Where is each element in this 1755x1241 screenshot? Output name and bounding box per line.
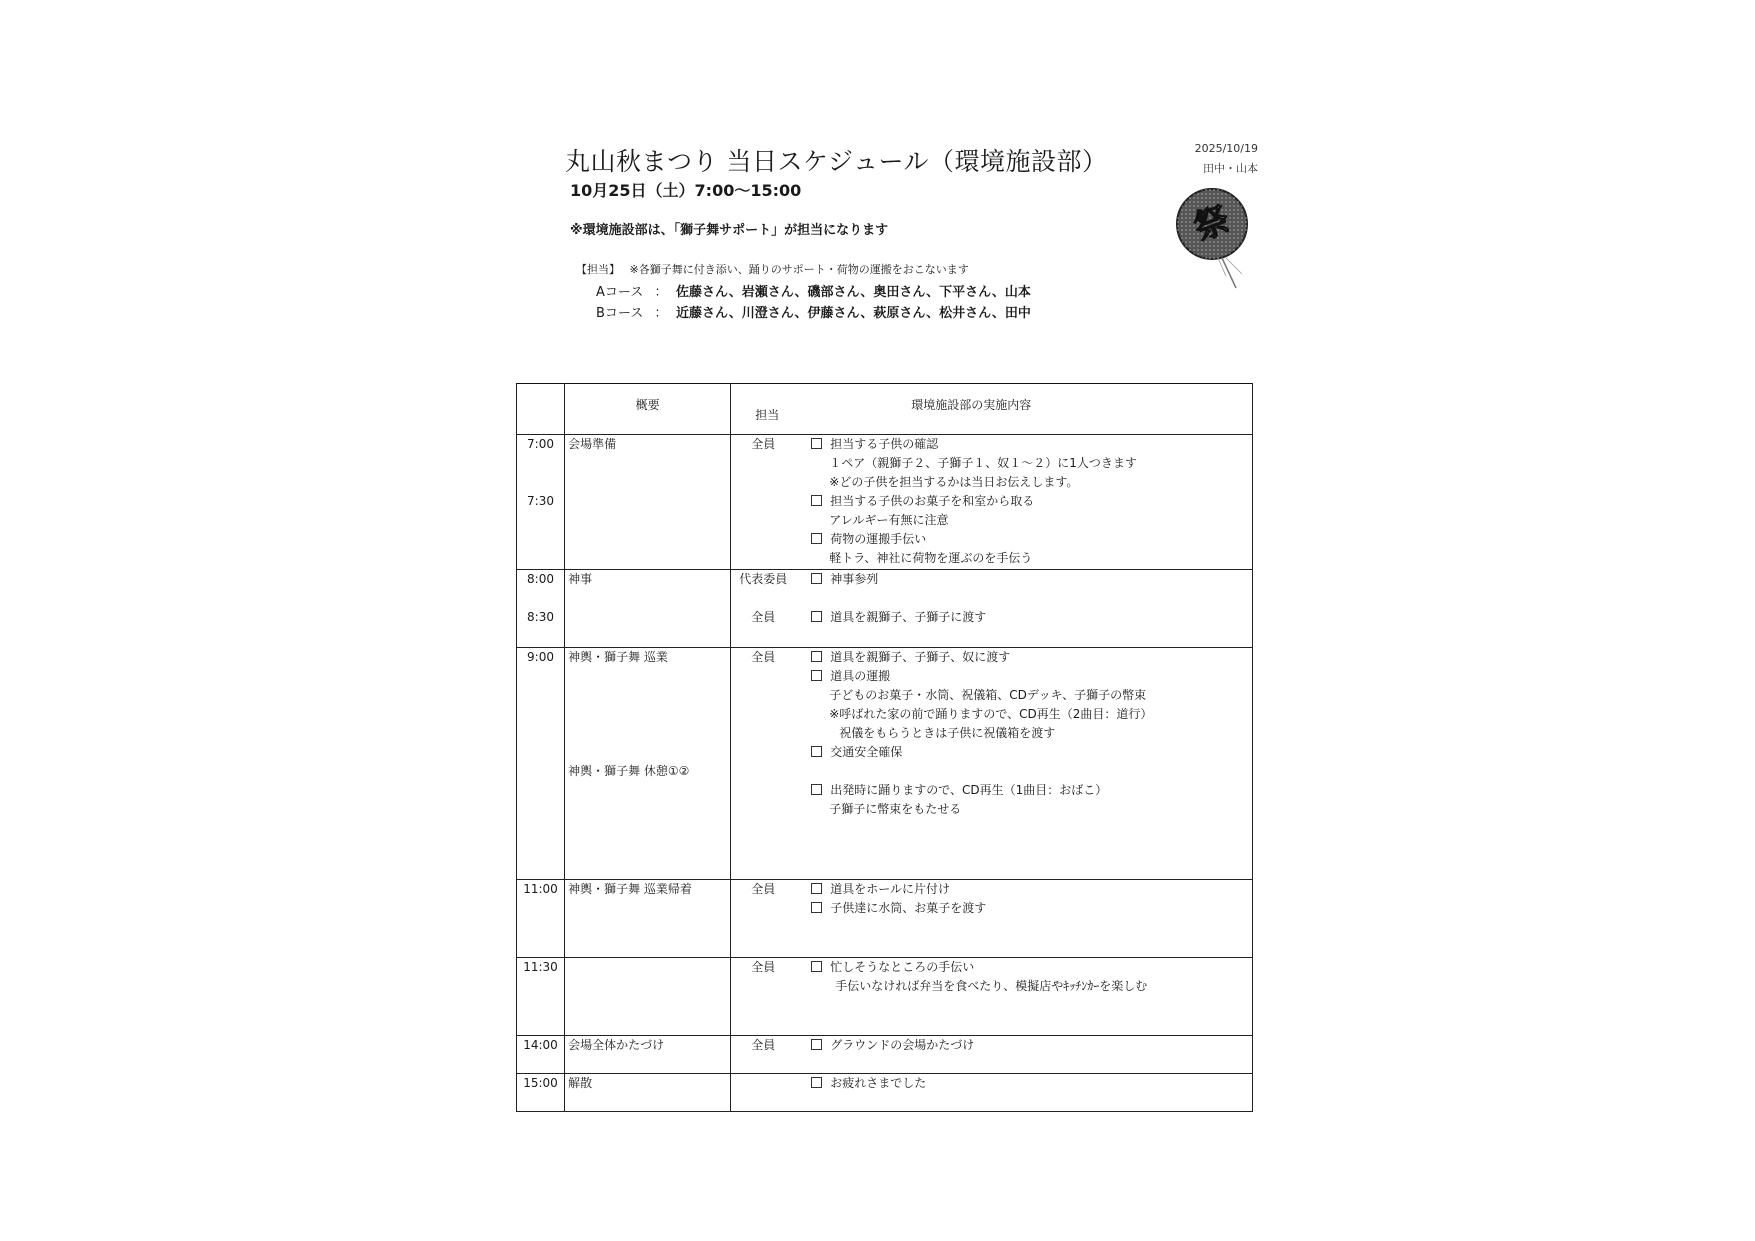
time-label: 8:00 [527,572,554,586]
checkbox[interactable] [811,1077,822,1088]
document-date: 2025/10/19 [1194,142,1258,155]
time-label: 7:00 [527,437,554,451]
checkbox[interactable] [811,533,822,544]
summary-text: 解散 [568,1076,593,1090]
task-item: 神事参列 [811,570,1252,589]
checkbox[interactable] [811,1039,822,1050]
implementation-header-cell [731,384,1253,435]
task-item: 荷物の運搬手伝い [811,530,1252,549]
checkbox[interactable] [811,961,822,972]
task-item: 道具を親獅子、子獅子、奴に渡す [811,648,1252,667]
checkbox[interactable] [811,883,822,894]
implementation-cell [731,1074,1253,1112]
task-item: 道具の運搬 [811,667,1252,686]
implementation-cell [731,880,1253,958]
responsible-text: 全員 [751,882,776,896]
time-cell [517,1074,565,1112]
task-item: 子供達に水筒、お菓子を渡す [811,899,1252,918]
responsible-header: 担当 [755,408,780,422]
implementation-header: 環境施設部の実施内容 [911,398,1032,412]
task-item: 交通安全確保 [811,743,1252,762]
time-cell [517,958,565,1036]
time-label: 8:30 [527,610,554,624]
table-header-row [517,384,1253,435]
task-detail: 祝儀をもらうときは子供に祝儀箱を渡す [839,726,1056,740]
task-detail: 軽トラ、神社に荷物を運ぶのを手伝う [829,551,1033,565]
time-label: 7:30 [527,494,554,508]
festival-fan-icon [1176,188,1258,292]
task-detail: アレルギー有無に注意 [829,513,949,527]
checkbox[interactable] [811,573,822,584]
summary-text: 神輿・獅子舞 巡業 [568,650,668,664]
checkbox[interactable] [811,670,822,681]
course-b-label: Bコース [596,306,644,321]
summary-text: 会場全体かたづけ [568,1038,665,1052]
checkbox[interactable] [811,611,822,622]
task-detail: ※呼ばれた家の前で踊りますので、CD再生（2曲目：道行） [829,707,1153,721]
course-b-row [596,302,1031,321]
summary-cell [565,648,731,880]
time-label: 14:00 [523,1038,558,1052]
summary-cell [565,880,731,958]
responsible-text: 代表委員 [739,572,788,586]
table-row [517,648,1253,880]
duty-text: ※各獅子舞に付き添い、踊りのサポート・荷物の運搬をおこないます [629,263,969,276]
checkbox[interactable] [811,438,822,449]
time-cell [517,1036,565,1074]
assignment-notice: ※環境施設部は、「獅子舞サポート」が担当になります [570,223,889,238]
task-item: お疲れさまでした [811,1074,1252,1093]
task-detail: 手伝いなければ弁当を食べたり、模擬店やｷｯﾁﾝｶｰを楽しむ [835,979,1148,993]
summary-text: 会場準備 [568,437,617,451]
course-b-members: 近藤さん、川澄さん、伊藤さん、萩原さん、松井さん、田中 [676,306,1031,321]
time-label: 15:00 [523,1076,558,1090]
time-label: 11:00 [523,882,558,896]
schedule-table [516,383,1253,1112]
time-label: 9:00 [527,650,554,664]
time-cell [517,570,565,648]
summary-cell [565,435,731,570]
checkbox[interactable] [811,495,822,506]
duty-description [576,261,975,277]
table-row [517,435,1253,570]
responsible-text: 全員 [751,610,776,624]
summary-text: 神事 [568,572,593,586]
summary-cell [565,958,731,1036]
task-item: 担当する子供の確認 [811,435,1252,454]
summary-text: 神輿・獅子舞 休憩①② [568,764,690,778]
time-cell [517,880,565,958]
task-detail: ※どの子供を担当するかは当日お伝えします。 [829,475,1079,489]
festival-character: 祭 [1189,199,1235,249]
implementation-cell [731,958,1253,1036]
time-header [517,384,565,435]
table-row [517,880,1253,958]
task-item: 担当する子供のお菓子を和室から取る [811,492,1252,511]
summary-header: 概要 [565,384,731,435]
task-item: 出発時に踊りますので、CD再生（1曲目：おばこ） [811,781,1252,800]
table-row [517,1074,1253,1112]
event-date-time: 10月25日（土）7:00～15:00 [570,181,802,200]
checkbox[interactable] [811,784,822,795]
course-a-row [596,281,1031,300]
task-item: 道具を親獅子、子獅子に渡す [811,608,1252,627]
task-detail: 子どものお菓子・水筒、祝儀箱、CDデッキ、子獅子の幣束 [829,688,1147,702]
implementation-cell [731,435,1253,570]
responsible-text: 全員 [751,960,776,974]
implementation-cell [731,570,1253,648]
task-detail: 子獅子に幣束をもたせる [829,802,962,816]
implementation-cell [731,648,1253,880]
task-item: 道具をホールに片付け [811,880,1252,899]
task-item: グラウンドの会場かたづけ [811,1036,1252,1055]
responsible-text: 全員 [751,650,776,664]
course-a-members: 佐藤さん、岩瀬さん、磯部さん、奥田さん、下平さん、山本 [676,285,1031,300]
task-detail: １ペア（親獅子２、子獅子１、奴１～２）に1人つきます [829,456,1137,470]
document-title: 丸山秋まつり 当日スケジュール（環境施設部） [565,147,1108,176]
responsible-text: 全員 [751,1038,776,1052]
summary-cell [565,570,731,648]
task-item: 忙しそうなところの手伝い [811,958,1252,977]
summary-text: 神輿・獅子舞 巡業帰着 [568,882,692,896]
table-row [517,1036,1253,1074]
summary-cell [565,1074,731,1112]
time-label: 11:30 [523,960,558,974]
course-a-separator: ： [654,285,668,300]
summary-text [565,958,730,977]
course-a-label: Aコース [596,285,644,300]
checkbox[interactable] [811,902,822,913]
document-authors: 田中・山本 [1203,162,1258,175]
checkbox[interactable] [811,746,822,757]
time-cell [517,435,565,570]
duty-label: 【担当】 [576,263,620,276]
summary-cell [565,1036,731,1074]
checkbox[interactable] [811,651,822,662]
course-b-separator: ： [654,306,668,321]
table-row [517,958,1253,1036]
implementation-cell [731,1036,1253,1074]
responsible-text: 全員 [751,437,776,451]
table-row [517,570,1253,648]
time-cell [517,648,565,880]
